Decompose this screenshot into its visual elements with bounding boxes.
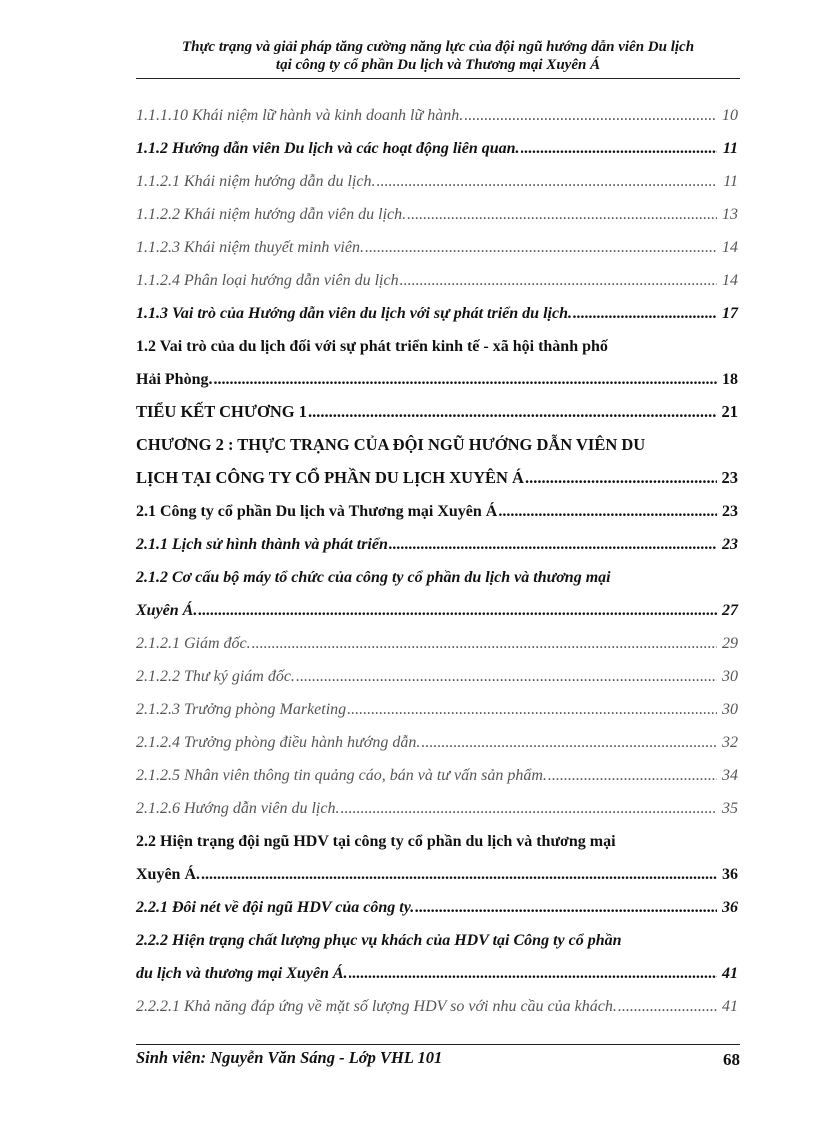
toc-entry-page: 23 (721, 468, 738, 487)
toc-entry[interactable] (136, 389, 738, 422)
dot-leader (376, 173, 717, 191)
toc-entry-page: 11 (723, 173, 738, 190)
toc-entry-title: 2.1 Công ty cổ phần Du lịch và Thương mại Xuyên Á (136, 503, 498, 520)
toc-entry-title: 2.1.2.3 Trưởng phòng Marketing (136, 701, 347, 718)
toc-entry-title-first-line: CHƯƠNG 2 : THỰC TRẠNG CỦA ĐỘI NGŨ HƯỚNG DẪN VIÊN DU (136, 435, 646, 454)
dot-leader (464, 107, 717, 125)
toc-entry-page: 29 (722, 635, 738, 652)
toc-entry-title-first-line: 2.2.2 Hiện trạng chất lượng phục vụ khách của HDV tại Công ty cổ phần (136, 932, 622, 949)
dot-leader (308, 402, 717, 422)
dot-leader (498, 503, 717, 521)
toc-entry-title: 1.1.2.4 Phân loại hướng dẫn viên du lịch (136, 272, 399, 289)
toc-entry-page: 23 (722, 536, 738, 553)
toc-entry-title: TIỂU KẾT CHƯƠNG 1 (136, 402, 307, 421)
toc-entry[interactable] (136, 488, 738, 521)
toc-entry-title: 2.1.2.1 Giám đốc. (136, 635, 251, 652)
dot-leader (340, 800, 717, 818)
toc-entry[interactable] (136, 983, 738, 1016)
dot-leader (421, 734, 717, 752)
dot-leader (548, 767, 717, 785)
footer-rule (136, 1044, 740, 1045)
toc-entry[interactable] (136, 92, 738, 125)
toc-entry[interactable] (136, 191, 738, 224)
toc-entry-title: Xuyên Á. (136, 602, 198, 619)
toc-entry-title: 2.2.2.1 Khả năng đáp ứng về mặt số lượng HDV so với nhu cầu của khách. (136, 998, 617, 1015)
toc-entry[interactable] (136, 224, 738, 257)
header-line-1: Thực trạng và giải pháp tăng cường năng lực của đội ngũ hướng dẫn viên Du lịch (181, 39, 695, 55)
toc-entry[interactable] (136, 884, 738, 917)
page-number: 68 (723, 1050, 740, 1069)
toc-entry-page: 41 (722, 965, 738, 982)
toc-entry[interactable] (136, 521, 738, 554)
toc-entry-page: 14 (722, 239, 738, 256)
toc-entry-title: du lịch và thương mại Xuyên Á. (136, 965, 348, 982)
toc-entry-page: 36 (722, 899, 738, 916)
dot-leader (521, 140, 717, 158)
table-of-contents (136, 92, 738, 1016)
toc-entry[interactable] (136, 422, 738, 488)
toc-entry-title: 1.1.2.2 Khái niệm hướng dẫn viên du lịch. (136, 206, 407, 223)
toc-entry-page: 27 (722, 602, 738, 619)
toc-entry-title-first-line: 2.1.2 Cơ cấu bộ máy tổ chức của công ty cổ phần du lịch và thương mại (136, 569, 611, 586)
toc-entry-title: 2.1.1 Lịch sử hình thành và phát triển (136, 536, 388, 553)
toc-entry-title: 2.1.2.6 Hướng dẫn viên du lịch. (136, 800, 340, 817)
toc-entry[interactable] (136, 917, 738, 983)
toc-entry[interactable] (136, 290, 738, 323)
toc-entry-page: 21 (721, 402, 738, 421)
dot-leader (365, 239, 717, 257)
dot-leader (349, 965, 717, 983)
toc-entry[interactable] (136, 125, 738, 158)
toc-entry[interactable] (136, 818, 738, 884)
toc-entry-title: Hải Phòng. (136, 371, 213, 388)
toc-entry-title: 2.1.2.4 Trưởng phòng điều hành hướng dẫn. (136, 734, 421, 751)
running-header (136, 38, 740, 74)
toc-entry[interactable] (136, 158, 738, 191)
toc-entry-title: 1.1.2.3 Khái niệm thuyết minh viên. (136, 239, 364, 256)
dot-leader (525, 468, 717, 488)
header-line-2: tại công ty cổ phần Du lịch và Thương mại Xuyên Á (275, 57, 601, 73)
dot-leader (252, 635, 717, 653)
toc-entry[interactable] (136, 620, 738, 653)
footer-student: Sinh viên: Nguyễn Văn Sáng - Lớp VHL 101 (136, 1048, 443, 1067)
toc-entry[interactable] (136, 653, 738, 686)
dot-leader (201, 866, 717, 884)
dot-leader (213, 371, 717, 389)
toc-entry-title-first-line: 1.2 Vai trò của du lịch đối với sự phát triển kinh tế - xã hội thành phố (136, 338, 608, 355)
toc-entry-page: 23 (722, 503, 738, 520)
toc-entry-title: 2.1.2.5 Nhân viên thông tin quảng cáo, bán và tư vấn sản phẩm. (136, 767, 547, 784)
dot-leader (400, 272, 717, 290)
toc-entry-page: 32 (722, 734, 738, 751)
toc-entry-title: 1.1.2 Hướng dẫn viên Du lịch và các hoạt động liên quan. (136, 140, 520, 157)
toc-entry-title: LỊCH TẠI CÔNG TY CỔ PHẦN DU LỊCH XUYÊN Á (136, 468, 524, 487)
toc-entry-page: 30 (722, 668, 738, 685)
toc-entry[interactable] (136, 323, 738, 389)
dot-leader (618, 998, 717, 1016)
dot-leader (198, 602, 717, 620)
dot-leader (407, 206, 717, 224)
toc-entry-title: Xuyên Á. (136, 866, 201, 883)
toc-entry-title-first-line: 2.2 Hiện trạng đội ngũ HDV tại công ty cổ phần du lịch và thương mại (136, 833, 616, 850)
toc-entry[interactable] (136, 554, 738, 620)
toc-entry-page: 13 (722, 206, 738, 223)
toc-entry[interactable] (136, 719, 738, 752)
toc-entry-page: 11 (722, 140, 738, 157)
toc-entry-page: 14 (722, 272, 738, 289)
toc-entry[interactable] (136, 752, 738, 785)
header-rule (136, 78, 740, 79)
dot-leader (415, 899, 717, 917)
dot-leader (389, 536, 717, 554)
toc-entry-page: 41 (722, 998, 738, 1015)
toc-entry-title: 1.1.1.10 Khái niệm lữ hành và kinh doanh lữ hành. (136, 107, 464, 124)
toc-entry-title: 1.1.3 Vai trò của Hướng dẫn viên du lịch với sự phát triển du lịch. (136, 305, 572, 322)
dot-leader (296, 668, 717, 686)
toc-entry-page: 34 (722, 767, 738, 784)
toc-entry-title: 2.2.1 Đôi nét về đội ngũ HDV của công ty. (136, 899, 415, 916)
toc-entry-title: 1.1.2.1 Khái niệm hướng dẫn du lịch. (136, 173, 376, 190)
toc-entry-page: 17 (722, 305, 738, 322)
toc-entry[interactable] (136, 257, 738, 290)
toc-entry-page: 35 (722, 800, 738, 817)
toc-entry-page: 10 (722, 107, 738, 124)
toc-entry-title: 2.1.2.2 Thư ký giám đốc. (136, 668, 295, 685)
toc-entry[interactable] (136, 785, 738, 818)
dot-leader (573, 305, 717, 323)
toc-entry-page: 36 (722, 866, 738, 883)
toc-entry[interactable] (136, 686, 738, 719)
toc-entry-page: 18 (722, 371, 738, 388)
toc-entry-page: 30 (722, 701, 738, 718)
dot-leader (347, 701, 717, 719)
